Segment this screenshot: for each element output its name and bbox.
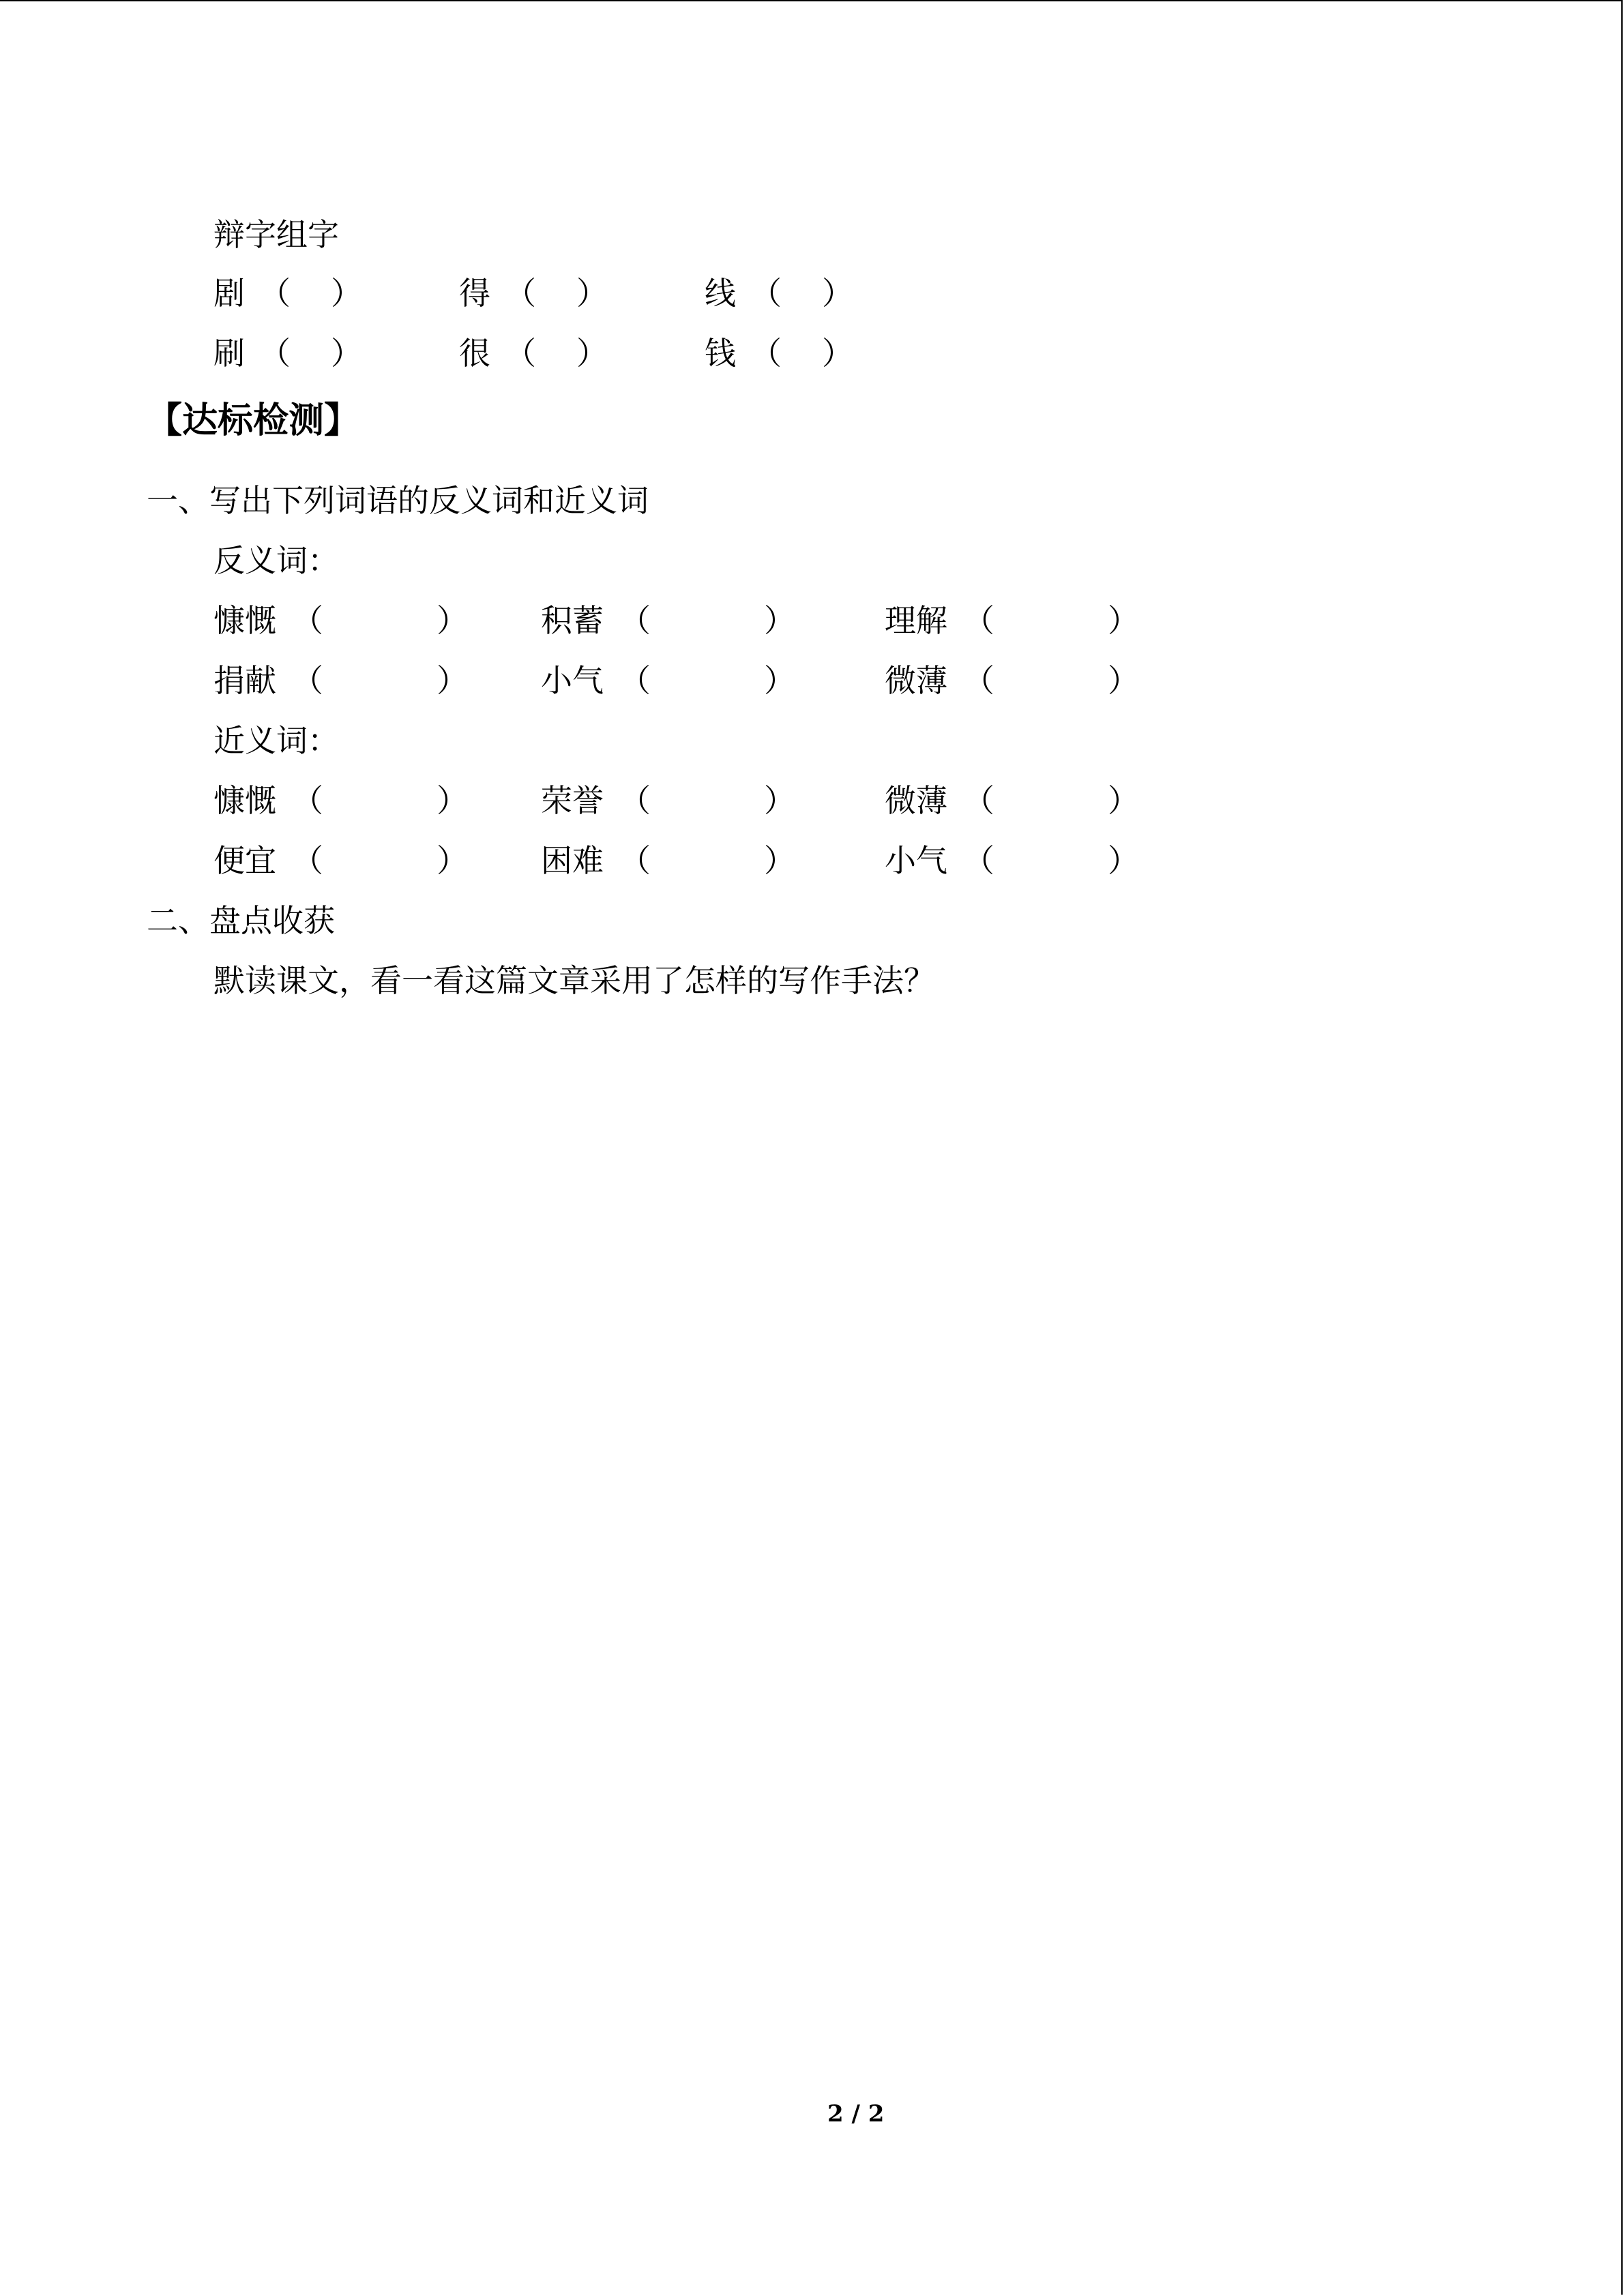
synonym-word: 便宜 <box>213 842 276 879</box>
antonym-word: 捐献 <box>213 662 276 699</box>
close-paren: ） <box>576 275 608 312</box>
distinguish-char: 得 <box>459 275 490 312</box>
close-paren: ） <box>437 842 468 879</box>
close-paren: ） <box>764 782 795 819</box>
close-paren: ） <box>437 662 468 699</box>
distinguish-char: 钱 <box>705 335 736 372</box>
open-paren: （ <box>292 782 323 819</box>
distinguish-heading: 辩字组字 <box>213 216 339 253</box>
close-paren: ） <box>1108 602 1139 639</box>
close-paren: ） <box>331 335 362 372</box>
question-2-prompt: 默读课文，看一看这篇文章采用了怎样的写作手法？ <box>213 962 935 999</box>
open-paren: （ <box>963 782 994 819</box>
open-paren: （ <box>750 275 782 312</box>
close-paren: ） <box>1108 842 1139 879</box>
open-paren: （ <box>292 662 323 699</box>
open-paren: （ <box>963 842 994 879</box>
close-paren: ） <box>764 662 795 699</box>
close-paren: ） <box>437 602 468 639</box>
open-paren: （ <box>963 662 994 699</box>
synonym-word: 荣誉 <box>541 782 604 819</box>
open-paren: （ <box>619 842 651 879</box>
synonym-word: 微薄 <box>885 782 947 819</box>
open-paren: （ <box>619 782 651 819</box>
close-paren: ） <box>1108 782 1139 819</box>
open-paren: （ <box>292 602 323 639</box>
synonym-word: 小气 <box>885 842 947 879</box>
open-paren: （ <box>259 335 291 372</box>
open-paren: （ <box>963 602 994 639</box>
open-paren: （ <box>750 335 782 372</box>
open-paren: （ <box>259 275 291 312</box>
close-paren: ） <box>576 335 608 372</box>
distinguish-char: 刷 <box>213 335 245 372</box>
distinguish-char: 线 <box>705 275 736 312</box>
close-paren: ） <box>331 275 362 312</box>
distinguish-char: 剧 <box>213 275 245 312</box>
distinguish-char: 很 <box>459 335 490 372</box>
close-paren: ） <box>764 602 795 639</box>
open-paren: （ <box>619 662 651 699</box>
synonym-word: 困难 <box>541 842 604 879</box>
question-2-title: 二、盘点收获 <box>147 902 335 939</box>
antonym-word: 积蓄 <box>541 602 604 639</box>
open-paren: （ <box>505 275 536 312</box>
antonym-word: 理解 <box>885 602 947 639</box>
antonym-word: 慷慨 <box>213 602 276 639</box>
synonym-word: 慷慨 <box>213 782 276 819</box>
close-paren: ） <box>822 335 853 372</box>
close-paren: ） <box>1108 662 1139 699</box>
open-paren: （ <box>619 602 651 639</box>
synonym-label: 近义词： <box>213 722 339 759</box>
question-1-title: 一、写出下列词语的反义词和近义词 <box>147 482 649 519</box>
close-paren: ） <box>437 782 468 819</box>
antonym-word: 小气 <box>541 662 604 699</box>
section-title: 【达标检测】 <box>147 400 360 441</box>
antonym-word: 微薄 <box>885 662 947 699</box>
close-paren: ） <box>764 842 795 879</box>
page-number: 2 / 2 <box>827 2100 885 2128</box>
antonym-label: 反义词： <box>213 542 339 579</box>
open-paren: （ <box>505 335 536 372</box>
open-paren: （ <box>292 842 323 879</box>
close-paren: ） <box>822 275 853 312</box>
